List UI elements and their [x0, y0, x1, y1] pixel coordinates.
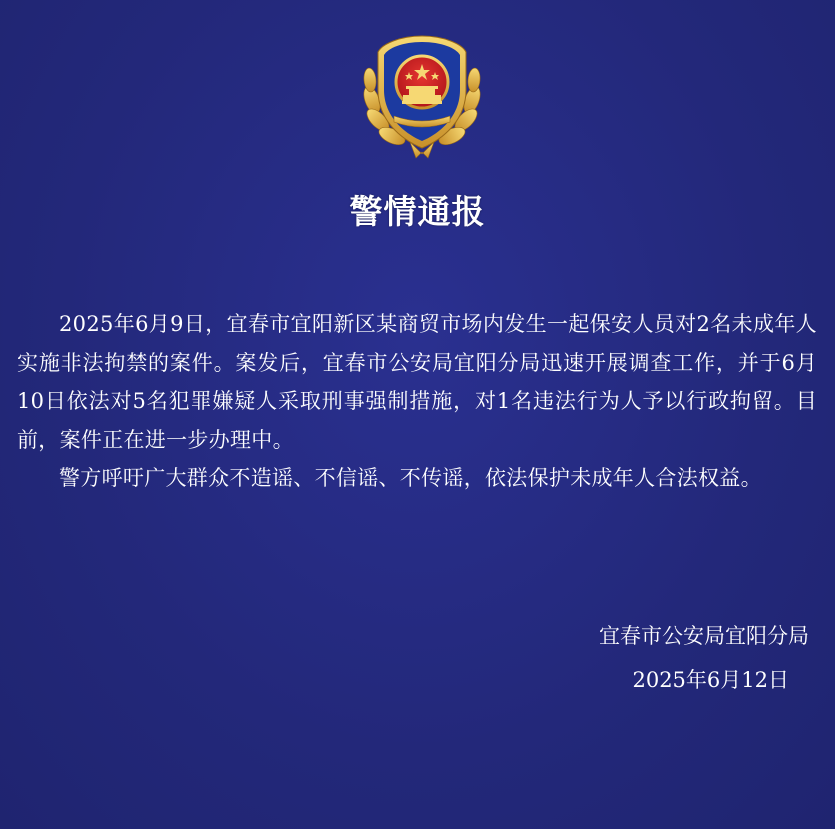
notice-paragraph-2: 警方呼吁广大群众不造谣、不信谣、不传谣，依法保护未成年人合法权益。	[59, 466, 762, 490]
issue-date: 2025年6月12日	[632, 668, 789, 692]
notice-signature	[599, 614, 809, 702]
notice-paragraph-1: 2025年6月9日，宜春市宜阳新区某商贸市场内发生一起保安人员对2名未成年人实施非法拘禁的案件。案发后，宜春市公安局宜阳分局迅速开展调查工作，并于6月10日依法对5名犯罪嫌疑人采取刑事强制措施，对1名违法行为人予以行政拘留。目前，案件正在进一步办理中。	[17, 312, 817, 452]
notice-body	[17, 305, 817, 498]
issuer-name: 宜春市公安局宜阳分局	[599, 624, 809, 648]
police-emblem-icon	[358, 30, 486, 162]
notice-title: 警情通报	[349, 192, 486, 231]
